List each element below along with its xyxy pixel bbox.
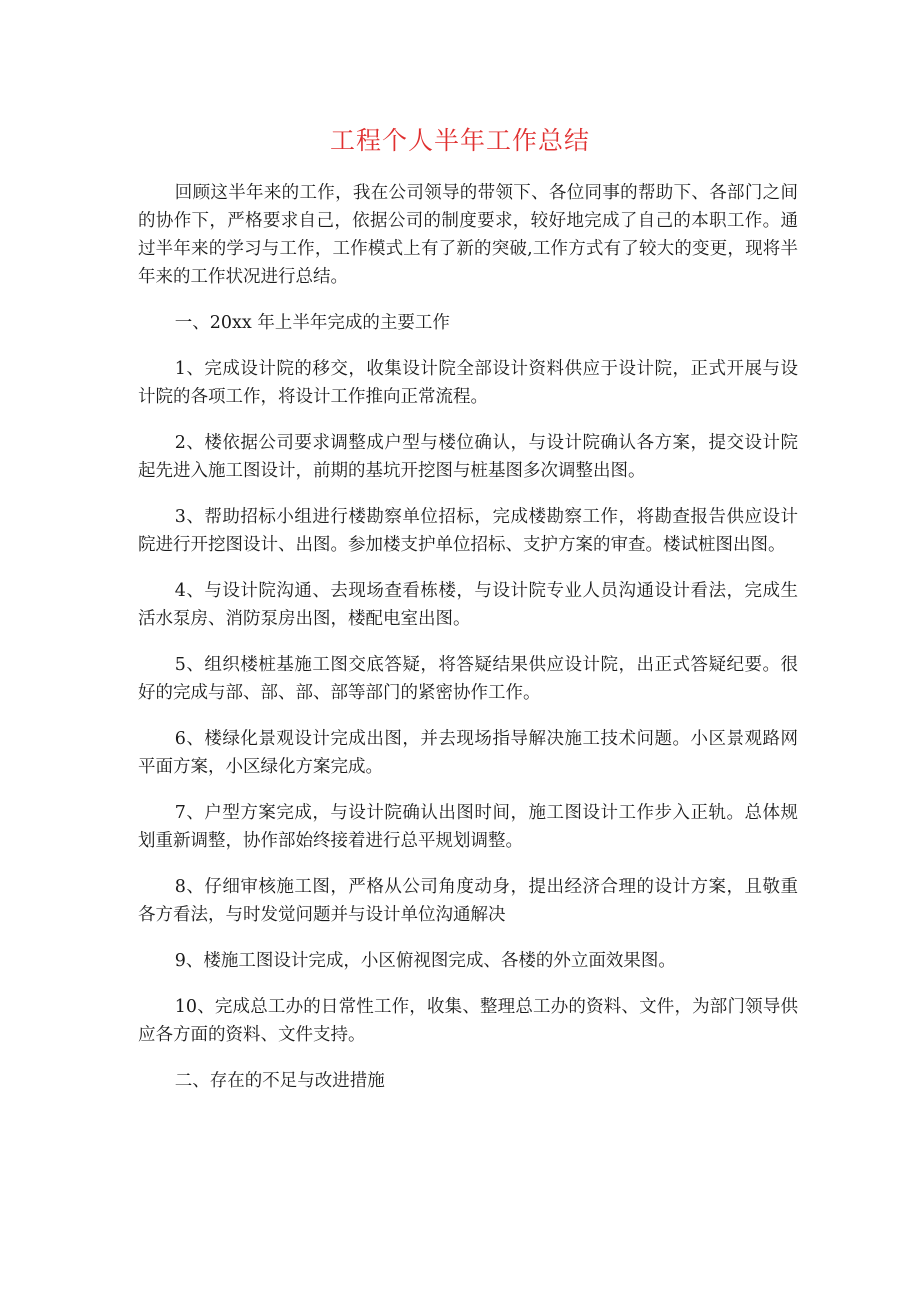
list-item: 4、与设计院沟通、去现场查看栋楼，与设计院专业人员沟通设计看法，完成生活水泵房、消防泵房出图，楼配电室出图。 [138,581,798,629]
list-item: 9、楼施工图设计完成，小区俯视图完成、各楼的外立面效果图。 [174,951,676,971]
list-item: 10、完成总工办的日常性工作，收集、整理总工办的资料、文件，为部门领导供应各方面的资料、文件支持。 [138,997,798,1045]
list-item: 8、仔细审核施工图，严格从公司角度动身，提出经济合理的设计方案，且敬重各方看法，与时发觉问题并与设计单位沟通解决 [138,877,798,925]
document-title: 工程个人半年工作总结 [329,126,590,155]
list-item: 7、户型方案完成，与设计院确认出图时间，施工图设计工作步入正轨。总体规划重新调整，协作部始终接着进行总平规划调整。 [138,803,798,851]
list-item: 2、楼依据公司要求调整成户型与楼位确认，与设计院确认各方案，提交设计院起先进入施工图设计，前期的基坑开挖图与桩基图多次调整出图。 [138,433,798,481]
paragraph-intro: 回顾这半年来的工作，我在公司领导的带领下、各位同事的帮助下、各部门之间的协作下，严格要求自己，依据公司的制度要求，较好地完成了自己的本职工作。通过半年来的学习与工作，工作模式上有了新的突破,工作方式有了较大的变更，现将半年来的工作状况进行总结。 [138,183,798,287]
list-item: 1、完成设计院的移交，收集设计院全部设计资料供应于设计院，正式开展与设计院的各项工作，将设计工作推向正常流程。 [138,359,798,407]
list-item: 6、楼绿化景观设计完成出图，并去现场指导解决施工技术问题。小区景观路网平面方案，小区绿化方案完成。 [138,729,798,777]
document-body [138,179,798,1113]
section-heading-1: 一、20xx 年上半年完成的主要工作 [174,313,450,333]
list-item: 3、帮助招标小组进行楼勘察单位招标，完成楼勘察工作，将勘查报告供应设计院进行开挖图设计、出图。参加楼支护单位招标、支护方案的审查。楼试桩图出图。 [138,507,798,555]
section-heading-2: 二、存在的不足与改进措施 [174,1071,385,1091]
list-item: 5、组织楼桩基施工图交底答疑，将答疑结果供应设计院，出正式答疑纪要。很好的完成与部、部、部、部等部门的紧密协作工作。 [138,655,798,703]
